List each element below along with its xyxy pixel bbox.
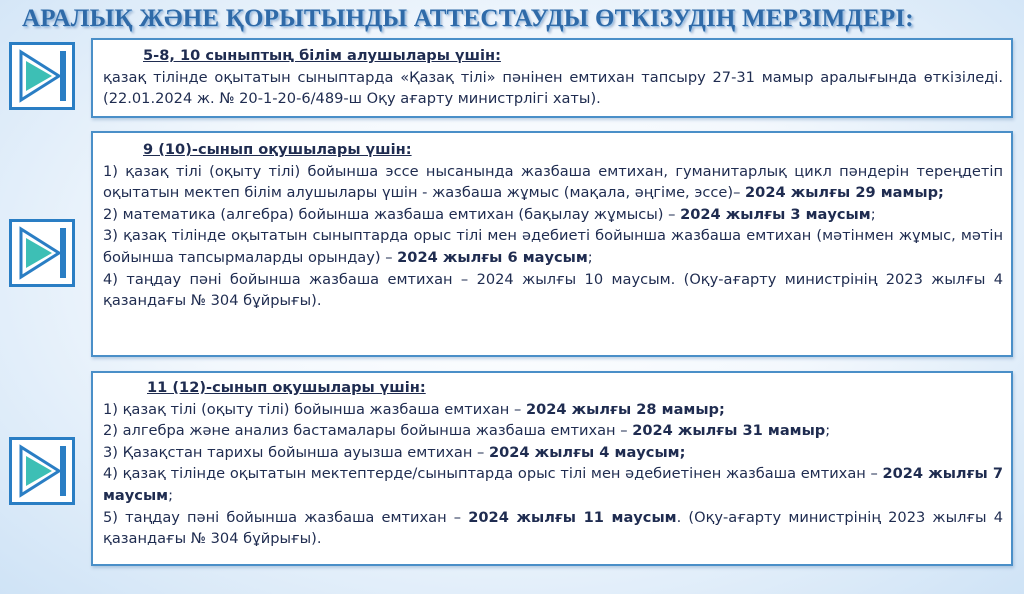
exam-date: 2024 жылғы 28 мамыр; (525, 400, 725, 418)
list-item: 2) алгебра және анализ бастамалары бойынша жазбаша емтихан – 2024 жылғы 31 мамыр; (103, 422, 831, 440)
play-next-icon (12, 45, 72, 107)
exam-date: 2024 жылғы 3 маусым (680, 205, 871, 223)
info-box-grade-9 (91, 131, 1013, 357)
list-item: 1) қазақ тілі (оқыту тілі) бойынша жазбаша емтихан – 2024 жылғы 28 мамыр; (103, 400, 725, 418)
play-next-button-3[interactable] (9, 437, 75, 505)
page-title: АРАЛЫҚ ЖӘНЕ ҚОРЫТЫНДЫ АТТЕСТАУДЫ ӨТКІЗУДІҢ МЕРЗІМДЕРІ: (22, 5, 914, 32)
list-item: 2) математика (алгебра) бойынша жазбаша емтихан (бақылау жұмысы) – 2024 жылғы 3 маусым; (103, 205, 876, 223)
box-text: қазақ тілінде оқытатын сыныптарда «Қазақ тілі» пәнінен емтихан тапсыру 27-31 мамыр аралығында өткізіледі. (22.01.2024 ж. № 20-1-20-6/489-ш Оқу ағарту министрлігі хаты). (103, 68, 1003, 108)
list-item: 4) қазақ тілінде оқытатын мектептерде/сыныптарда орыс тілі мен әдебиетінен жазбаша емтихан – 2024 жылғы 7 маусым; (103, 465, 1003, 504)
box-heading: 11 (12)-сынып оқушылары үшін: (147, 379, 426, 396)
exam-date: 2024 жылғы 29 мамыр; (745, 184, 944, 202)
play-next-button-2[interactable] (9, 219, 75, 287)
info-box-grade-11 (91, 371, 1013, 566)
exam-date: 2024 жылғы 31 мамыр (632, 422, 826, 440)
list-item: 4) таңдау пәні бойынша жазбаша емтихан – 2024 жылғы 10 маусым. (Оқу-ағарту министрінің 2023 жылғы 4 қазандағы № 304 бұйрығы). (103, 270, 1003, 310)
list-item: 5) таңдау пәні бойынша жазбаша емтихан – 2024 жылғы 11 маусым. (Оқу-ағарту министрінің 2023 жылғы 4 қазандағы № 304 бұйрығы). (103, 508, 1004, 548)
list-item: 3) қазақ тілінде оқытатын сыныптарда орыс тілі мен әдебиеті бойынша жазбаша емтихан (мәтінмен жұмыс, мәтін бойынша тапсырмаларды орындау) – 2024 жылғы 6 маусым; (103, 227, 1003, 266)
list-item: 1) қазақ тілі (оқыту тілі) бойынша эссе нысанында жазбаша емтихан, гуманитарлық цикл пәндерін тереңдетіп оқытатын мектеп білім алушылары үшін - жазбаша жұмыс (мақала, әңгіме, эссе)– 2024 жылғы 29 мамыр; (103, 162, 1003, 202)
exam-date: 2024 жылғы 11 маусым (468, 508, 677, 526)
exam-date: 2024 жылғы 4 маусым; (488, 443, 686, 461)
play-next-button-1[interactable] (9, 42, 75, 110)
exam-date: 2024 жылғы 7 маусым (103, 465, 1003, 504)
play-next-icon (12, 222, 72, 284)
info-box-grades-5-10 (91, 38, 1013, 118)
exam-date: 2024 жылғы 6 маусым (397, 248, 588, 266)
box-heading: 5-8, 10 сыныптың білім алушылары үшін: (143, 47, 501, 64)
list-item: 3) Қазақстан тарихы бойынша ауызша емтихан – 2024 жылғы 4 маусым; (103, 443, 686, 461)
box-heading: 9 (10)-сынып оқушылары үшін: (143, 141, 412, 158)
play-next-icon (12, 440, 72, 502)
